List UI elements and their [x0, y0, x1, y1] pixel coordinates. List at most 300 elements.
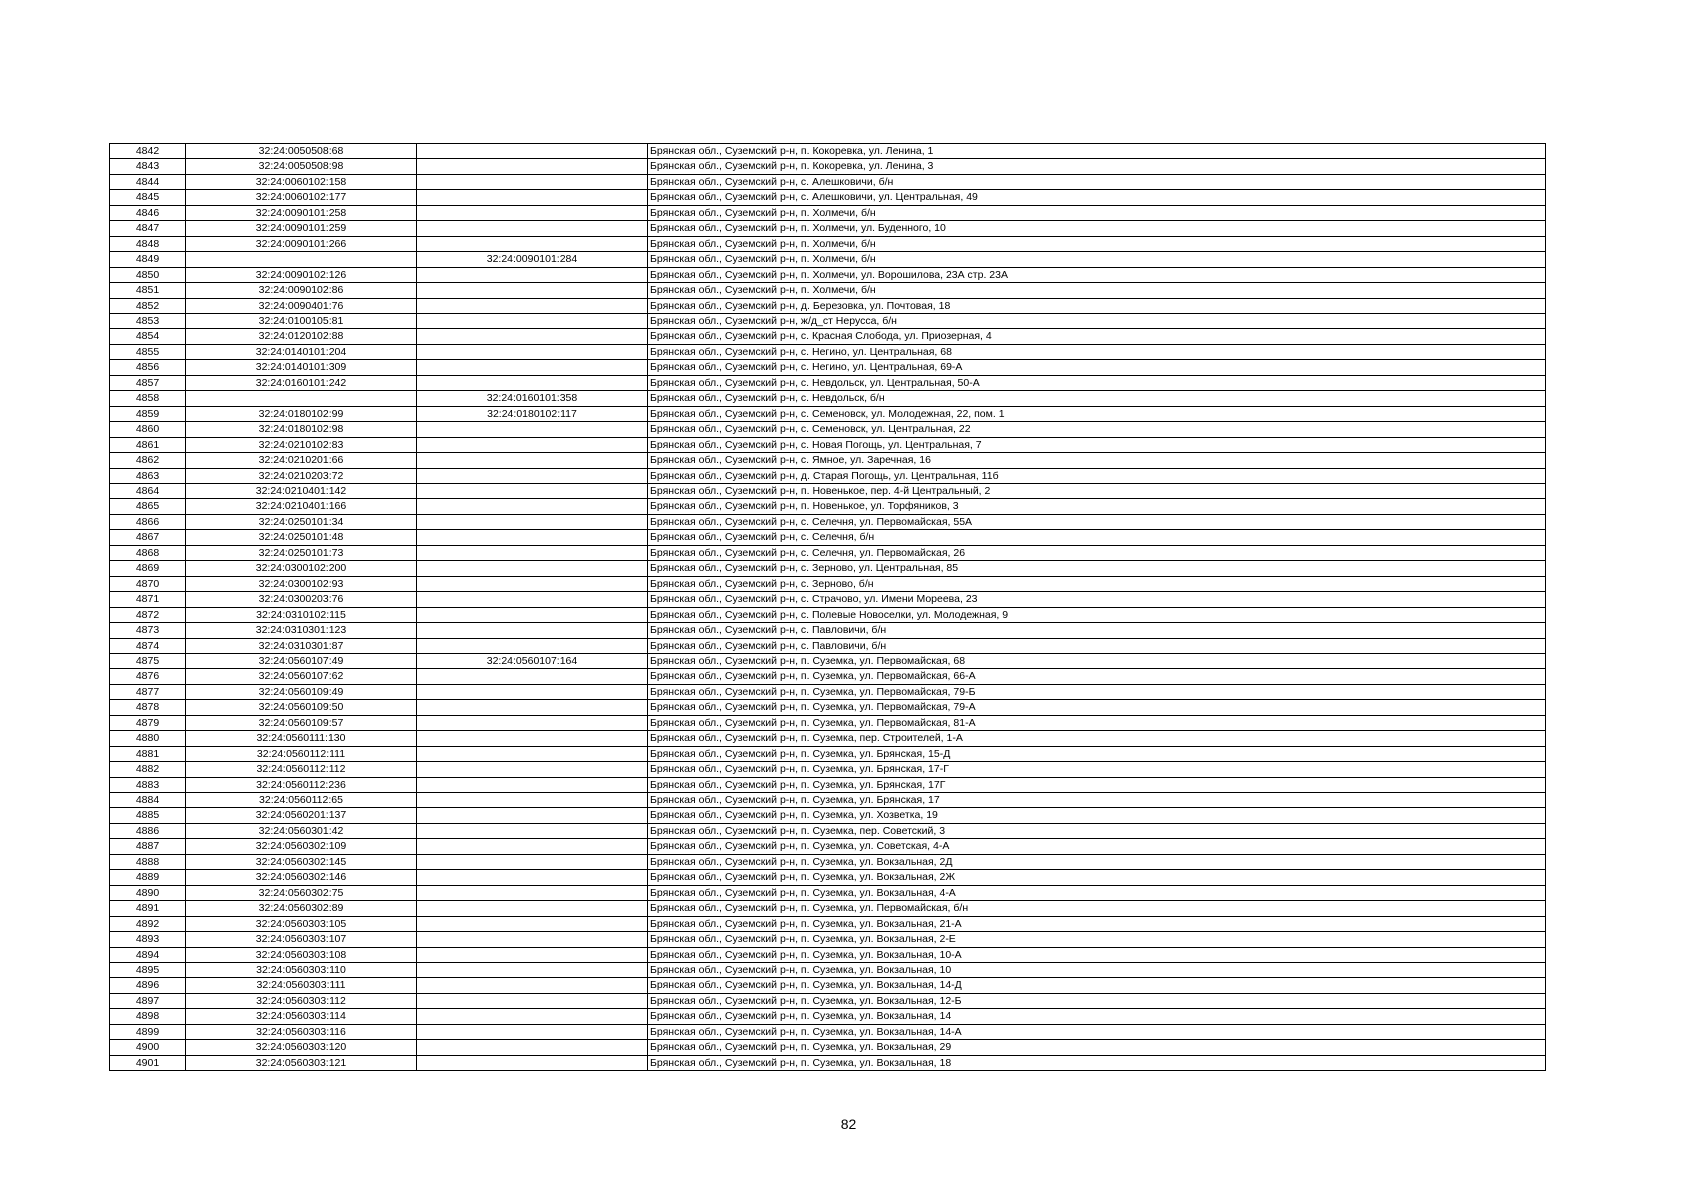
table-row [110, 793, 1546, 808]
row-number-cell: 4868 [110, 545, 186, 560]
secondary-cadastral-number-cell [417, 746, 648, 761]
address-cell: Брянская обл., Суземский р-н, п. Суземка, ул. Вокзальная, 29 [648, 1040, 1546, 1055]
table-row [110, 159, 1546, 174]
address-cell: Брянская обл., Суземский р-н, с. Невдольск, ул. Центральная, 50-А [648, 375, 1546, 390]
cadastral-number-cell: 32:24:0140101:204 [186, 344, 417, 359]
row-number-cell: 4869 [110, 561, 186, 576]
table-row [110, 545, 1546, 560]
cadastral-number-cell: 32:24:0560303:111 [186, 978, 417, 993]
secondary-cadastral-number-cell [417, 993, 648, 1008]
row-number-cell: 4882 [110, 762, 186, 777]
row-number-cell: 4857 [110, 375, 186, 390]
cadastral-number-cell: 32:24:0210203:72 [186, 468, 417, 483]
table-row [110, 823, 1546, 838]
address-cell: Брянская обл., Суземский р-н, п. Суземка, ул. Советская, 4-А [648, 839, 1546, 854]
secondary-cadastral-number-cell [417, 623, 648, 638]
cadastral-number-cell: 32:24:0180102:98 [186, 422, 417, 437]
secondary-cadastral-number-cell [417, 422, 648, 437]
table-row [110, 391, 1546, 406]
table-row [110, 854, 1546, 869]
table-row [110, 808, 1546, 823]
row-number-cell: 4859 [110, 406, 186, 421]
address-cell: Брянская обл., Суземский р-н, п. Холмечи, ул. Буденного, 10 [648, 221, 1546, 236]
row-number-cell: 4891 [110, 901, 186, 916]
table-row [110, 468, 1546, 483]
table-row [110, 437, 1546, 452]
table-row [110, 731, 1546, 746]
cadastral-number-cell: 32:24:0560109:57 [186, 715, 417, 730]
secondary-cadastral-number-cell [417, 731, 648, 746]
table-row [110, 746, 1546, 761]
row-number-cell: 4846 [110, 205, 186, 220]
cadastral-number-cell: 32:24:0560302:145 [186, 854, 417, 869]
cadastral-number-cell: 32:24:0310102:115 [186, 607, 417, 622]
row-number-cell: 4879 [110, 715, 186, 730]
cadastral-number-cell: 32:24:0560112:111 [186, 746, 417, 761]
table-row [110, 313, 1546, 328]
address-cell: Брянская обл., Суземский р-н, п. Суземка, ул. Первомайская, 79-А [648, 700, 1546, 715]
cadastral-number-cell: 32:24:0560302:75 [186, 885, 417, 900]
table-row [110, 623, 1546, 638]
cadastral-number-cell: 32:24:0310301:87 [186, 638, 417, 653]
table-row [110, 283, 1546, 298]
cadastral-number-cell: 32:24:0560303:107 [186, 932, 417, 947]
row-number-cell: 4853 [110, 313, 186, 328]
table-row [110, 762, 1546, 777]
row-number-cell: 4896 [110, 978, 186, 993]
secondary-cadastral-number-cell [417, 144, 648, 159]
table-row [110, 932, 1546, 947]
cadastral-number-cell: 32:24:0560302:146 [186, 870, 417, 885]
secondary-cadastral-number-cell [417, 1055, 648, 1070]
cadastral-number-cell: 32:24:0560112:236 [186, 777, 417, 792]
row-number-cell: 4873 [110, 623, 186, 638]
cadastral-number-cell: 32:24:0560303:112 [186, 993, 417, 1008]
row-number-cell: 4877 [110, 684, 186, 699]
address-cell: Брянская обл., Суземский р-н, п. Суземка, ул. Вокзальная, 10-А [648, 947, 1546, 962]
secondary-cadastral-number-cell [417, 700, 648, 715]
row-number-cell: 4871 [110, 592, 186, 607]
row-number-cell: 4847 [110, 221, 186, 236]
secondary-cadastral-number-cell [417, 190, 648, 205]
cadastral-number-cell: 32:24:0560303:105 [186, 916, 417, 931]
secondary-cadastral-number-cell: 32:24:0090101:284 [417, 252, 648, 267]
address-cell: Брянская обл., Суземский р-н, с. Семеновск, ул. Молодежная, 22, пом. 1 [648, 406, 1546, 421]
row-number-cell: 4843 [110, 159, 186, 174]
cadastral-number-cell: 32:24:0560302:109 [186, 839, 417, 854]
secondary-cadastral-number-cell [417, 205, 648, 220]
table-row [110, 963, 1546, 978]
address-cell: Брянская обл., Суземский р-н, с. Павловичи, б/н [648, 623, 1546, 638]
secondary-cadastral-number-cell [417, 453, 648, 468]
table-row [110, 252, 1546, 267]
secondary-cadastral-number-cell [417, 916, 648, 931]
address-cell: Брянская обл., Суземский р-н, п. Новенькое, пер. 4-й Центральный, 2 [648, 483, 1546, 498]
table-row [110, 715, 1546, 730]
row-number-cell: 4897 [110, 993, 186, 1008]
cadastral-number-cell: 32:24:0560107:49 [186, 653, 417, 668]
address-cell: Брянская обл., Суземский р-н, п. Холмечи, б/н [648, 205, 1546, 220]
secondary-cadastral-number-cell [417, 468, 648, 483]
row-number-cell: 4848 [110, 236, 186, 251]
row-number-cell: 4886 [110, 823, 186, 838]
row-number-cell: 4855 [110, 344, 186, 359]
table-row [110, 669, 1546, 684]
cadastral-number-cell: 32:24:0560302:89 [186, 901, 417, 916]
table-row [110, 205, 1546, 220]
address-cell: Брянская обл., Суземский р-н, с. Ямное, ул. Заречная, 16 [648, 453, 1546, 468]
secondary-cadastral-number-cell [417, 283, 648, 298]
secondary-cadastral-number-cell [417, 159, 648, 174]
cadastral-number-cell: 32:24:0090101:266 [186, 236, 417, 251]
address-cell: Брянская обл., Суземский р-н, п. Суземка, ул. Вокзальная, 18 [648, 1055, 1546, 1070]
cadastral-number-cell: 32:24:0560303:121 [186, 1055, 417, 1070]
address-cell: Брянская обл., Суземский р-н, с. Селечня, б/н [648, 530, 1546, 545]
cadastral-number-cell: 32:24:0560109:50 [186, 700, 417, 715]
row-number-cell: 4849 [110, 252, 186, 267]
secondary-cadastral-number-cell [417, 360, 648, 375]
table-row [110, 453, 1546, 468]
row-number-cell: 4870 [110, 576, 186, 591]
cadastral-number-cell [186, 252, 417, 267]
cadastral-number-cell: 32:24:0050508:68 [186, 144, 417, 159]
row-number-cell: 4854 [110, 329, 186, 344]
cadastral-number-cell: 32:24:0560303:120 [186, 1040, 417, 1055]
cadastral-number-cell: 32:24:0250101:34 [186, 514, 417, 529]
secondary-cadastral-number-cell [417, 607, 648, 622]
row-number-cell: 4860 [110, 422, 186, 437]
row-number-cell: 4878 [110, 700, 186, 715]
secondary-cadastral-number-cell [417, 1009, 648, 1024]
row-number-cell: 4852 [110, 298, 186, 313]
table-row [110, 514, 1546, 529]
table-row [110, 174, 1546, 189]
address-cell: Брянская обл., Суземский р-н, п. Суземка, ул. Вокзальная, 2-Е [648, 932, 1546, 947]
cadastral-number-cell: 32:24:0560303:116 [186, 1024, 417, 1039]
table-row [110, 576, 1546, 591]
secondary-cadastral-number-cell [417, 437, 648, 452]
address-cell: Брянская обл., Суземский р-н, п. Кокоревка, ул. Ленина, 1 [648, 144, 1546, 159]
secondary-cadastral-number-cell [417, 344, 648, 359]
secondary-cadastral-number-cell [417, 483, 648, 498]
secondary-cadastral-number-cell [417, 793, 648, 808]
cadastral-number-cell: 32:24:0180102:99 [186, 406, 417, 421]
cadastral-number-cell: 32:24:0120102:88 [186, 329, 417, 344]
secondary-cadastral-number-cell: 32:24:0560107:164 [417, 653, 648, 668]
secondary-cadastral-number-cell [417, 236, 648, 251]
row-number-cell: 4863 [110, 468, 186, 483]
table-row [110, 406, 1546, 421]
row-number-cell: 4898 [110, 1009, 186, 1024]
address-cell: Брянская обл., Суземский р-н, с. Негино, ул. Центральная, 68 [648, 344, 1546, 359]
secondary-cadastral-number-cell [417, 1024, 648, 1039]
secondary-cadastral-number-cell [417, 777, 648, 792]
address-cell: Брянская обл., Суземский р-н, п. Суземка, ул. Вокзальная, 12-Б [648, 993, 1546, 1008]
cadastral-number-cell: 32:24:0090101:258 [186, 205, 417, 220]
address-cell: Брянская обл., Суземский р-н, п. Холмечи, б/н [648, 236, 1546, 251]
address-cell: Брянская обл., Суземский р-н, с. Зерново, б/н [648, 576, 1546, 591]
cadastral-number-cell: 32:24:0250101:73 [186, 545, 417, 560]
cadastral-number-cell: 32:24:0050508:98 [186, 159, 417, 174]
secondary-cadastral-number-cell [417, 715, 648, 730]
secondary-cadastral-number-cell [417, 514, 648, 529]
address-cell: Брянская обл., Суземский р-н, п. Кокоревка, ул. Ленина, 3 [648, 159, 1546, 174]
secondary-cadastral-number-cell [417, 684, 648, 699]
row-number-cell: 4881 [110, 746, 186, 761]
address-cell: Брянская обл., Суземский р-н, с. Невдольск, б/н [648, 391, 1546, 406]
address-cell: Брянская обл., Суземский р-н, п. Холмечи, б/н [648, 252, 1546, 267]
cadastral-number-cell: 32:24:0160101:242 [186, 375, 417, 390]
table-row [110, 360, 1546, 375]
secondary-cadastral-number-cell: 32:24:0180102:117 [417, 406, 648, 421]
address-cell: Брянская обл., Суземский р-н, п. Суземка, пер. Строителей, 1-А [648, 731, 1546, 746]
cadastral-number-cell: 32:24:0250101:48 [186, 530, 417, 545]
address-cell: Брянская обл., Суземский р-н, п. Суземка, ул. Брянская, 17Г [648, 777, 1546, 792]
address-cell: Брянская обл., Суземский р-н, с. Семеновск, ул. Центральная, 22 [648, 422, 1546, 437]
cadastral-number-cell: 32:24:0310301:123 [186, 623, 417, 638]
row-number-cell: 4895 [110, 963, 186, 978]
row-number-cell: 4845 [110, 190, 186, 205]
cadastral-number-cell: 32:24:0210102:83 [186, 437, 417, 452]
address-cell: Брянская обл., Суземский р-н, п. Суземка, ул. Брянская, 17 [648, 793, 1546, 808]
address-cell: Брянская обл., Суземский р-н, п. Суземка, ул. Вокзальная, 14 [648, 1009, 1546, 1024]
address-cell: Брянская обл., Суземский р-н, с. Селечня, ул. Первомайская, 55А [648, 514, 1546, 529]
table-row [110, 329, 1546, 344]
address-cell: Брянская обл., Суземский р-н, п. Холмечи, б/н [648, 283, 1546, 298]
table-row [110, 221, 1546, 236]
row-number-cell: 4866 [110, 514, 186, 529]
cadastral-number-cell: 32:24:0140101:309 [186, 360, 417, 375]
table-row [110, 1055, 1546, 1070]
cadastral-number-cell: 32:24:0560201:137 [186, 808, 417, 823]
secondary-cadastral-number-cell [417, 839, 648, 854]
row-number-cell: 4884 [110, 793, 186, 808]
cadastral-number-cell [186, 391, 417, 406]
cadastral-number-cell: 32:24:0560109:49 [186, 684, 417, 699]
row-number-cell: 4844 [110, 174, 186, 189]
row-number-cell: 4900 [110, 1040, 186, 1055]
cadastral-number-cell: 32:24:0090101:259 [186, 221, 417, 236]
secondary-cadastral-number-cell [417, 854, 648, 869]
table-row [110, 1024, 1546, 1039]
secondary-cadastral-number-cell: 32:24:0160101:358 [417, 391, 648, 406]
row-number-cell: 4858 [110, 391, 186, 406]
table-row [110, 483, 1546, 498]
table-row [110, 499, 1546, 514]
row-number-cell: 4864 [110, 483, 186, 498]
secondary-cadastral-number-cell [417, 561, 648, 576]
cadastral-number-cell: 32:24:0560107:62 [186, 669, 417, 684]
cadastral-number-cell: 32:24:0090102:86 [186, 283, 417, 298]
table-row [110, 607, 1546, 622]
address-cell: Брянская обл., Суземский р-н, п. Холмечи, ул. Ворошилова, 23А стр. 23А [648, 267, 1546, 282]
cadastral-number-cell: 32:24:0060102:177 [186, 190, 417, 205]
row-number-cell: 4862 [110, 453, 186, 468]
secondary-cadastral-number-cell [417, 530, 648, 545]
secondary-cadastral-number-cell [417, 823, 648, 838]
table-row [110, 700, 1546, 715]
row-number-cell: 4893 [110, 932, 186, 947]
table-row [110, 947, 1546, 962]
table-row [110, 978, 1546, 993]
registry-table [109, 143, 1546, 1071]
address-cell: Брянская обл., Суземский р-н, п. Суземка, ул. Вокзальная, 14-А [648, 1024, 1546, 1039]
address-cell: Брянская обл., Суземский р-н, с. Павловичи, б/н [648, 638, 1546, 653]
secondary-cadastral-number-cell [417, 669, 648, 684]
address-cell: Брянская обл., Суземский р-н, с. Алешковичи, б/н [648, 174, 1546, 189]
row-number-cell: 4901 [110, 1055, 186, 1070]
secondary-cadastral-number-cell [417, 932, 648, 947]
table-row [110, 375, 1546, 390]
secondary-cadastral-number-cell [417, 947, 648, 962]
address-cell: Брянская обл., Суземский р-н, п. Суземка, ул. Вокзальная, 4-А [648, 885, 1546, 900]
secondary-cadastral-number-cell [417, 638, 648, 653]
address-cell: Брянская обл., Суземский р-н, п. Суземка, ул. Первомайская, 66-А [648, 669, 1546, 684]
row-number-cell: 4894 [110, 947, 186, 962]
secondary-cadastral-number-cell [417, 978, 648, 993]
address-cell: Брянская обл., Суземский р-н, п. Суземка, ул. Вокзальная, 21-А [648, 916, 1546, 931]
page-number: 82 [840, 1116, 857, 1132]
secondary-cadastral-number-cell [417, 174, 648, 189]
table-row [110, 344, 1546, 359]
secondary-cadastral-number-cell [417, 1040, 648, 1055]
cadastral-number-cell: 32:24:0100105:81 [186, 313, 417, 328]
row-number-cell: 4892 [110, 916, 186, 931]
secondary-cadastral-number-cell [417, 267, 648, 282]
secondary-cadastral-number-cell [417, 963, 648, 978]
row-number-cell: 4851 [110, 283, 186, 298]
cadastral-number-cell: 32:24:0210401:142 [186, 483, 417, 498]
secondary-cadastral-number-cell [417, 592, 648, 607]
row-number-cell: 4874 [110, 638, 186, 653]
address-cell: Брянская обл., Суземский р-н, п. Суземка, ул. Вокзальная, 2Ж [648, 870, 1546, 885]
table-row [110, 993, 1546, 1008]
address-cell: Брянская обл., Суземский р-н, п. Суземка, ул. Первомайская, 79-Б [648, 684, 1546, 699]
table-row [110, 1009, 1546, 1024]
row-number-cell: 4890 [110, 885, 186, 900]
secondary-cadastral-number-cell [417, 576, 648, 591]
table-row [110, 298, 1546, 313]
secondary-cadastral-number-cell [417, 870, 648, 885]
address-cell: Брянская обл., Суземский р-н, п. Суземка, пер. Советский, 3 [648, 823, 1546, 838]
table-row [110, 1040, 1546, 1055]
table-row [110, 190, 1546, 205]
cadastral-number-cell: 32:24:0560303:110 [186, 963, 417, 978]
address-cell: Брянская обл., Суземский р-н, с. Страчово, ул. Имени Мореева, 23 [648, 592, 1546, 607]
address-cell: Брянская обл., Суземский р-н, п. Суземка, ул. Вокзальная, 10 [648, 963, 1546, 978]
address-cell: Брянская обл., Суземский р-н, п. Суземка, ул. Вокзальная, 2Д [648, 854, 1546, 869]
address-cell: Брянская обл., Суземский р-н, д. Старая Погощь, ул. Центральная, 11б [648, 468, 1546, 483]
table-row [110, 839, 1546, 854]
row-number-cell: 4875 [110, 653, 186, 668]
row-number-cell: 4880 [110, 731, 186, 746]
table-row [110, 777, 1546, 792]
cadastral-number-cell: 32:24:0560112:65 [186, 793, 417, 808]
table-row [110, 885, 1546, 900]
table-row [110, 561, 1546, 576]
secondary-cadastral-number-cell [417, 885, 648, 900]
address-cell: Брянская обл., Суземский р-н, с. Полевые Новоселки, ул. Молодежная, 9 [648, 607, 1546, 622]
secondary-cadastral-number-cell [417, 499, 648, 514]
cadastral-number-cell: 32:24:0090102:126 [186, 267, 417, 282]
cadastral-number-cell: 32:24:0560303:108 [186, 947, 417, 962]
table-row [110, 870, 1546, 885]
address-cell: Брянская обл., Суземский р-н, с. Негино, ул. Центральная, 69-А [648, 360, 1546, 375]
table-row [110, 236, 1546, 251]
row-number-cell: 4842 [110, 144, 186, 159]
secondary-cadastral-number-cell [417, 221, 648, 236]
cadastral-number-cell: 32:24:0060102:158 [186, 174, 417, 189]
address-cell: Брянская обл., Суземский р-н, с. Зерново, ул. Центральная, 85 [648, 561, 1546, 576]
table-row [110, 916, 1546, 931]
address-cell: Брянская обл., Суземский р-н, с. Новая Погощь, ул. Центральная, 7 [648, 437, 1546, 452]
row-number-cell: 4850 [110, 267, 186, 282]
address-cell: Брянская обл., Суземский р-н, ж/д_ст Нерусса, б/н [648, 313, 1546, 328]
row-number-cell: 4883 [110, 777, 186, 792]
table-row [110, 901, 1546, 916]
secondary-cadastral-number-cell [417, 375, 648, 390]
address-cell: Брянская обл., Суземский р-н, п. Суземка, ул. Брянская, 15-Д [648, 746, 1546, 761]
address-cell: Брянская обл., Суземский р-н, п. Суземка, ул. Вокзальная, 14-Д [648, 978, 1546, 993]
table-row [110, 530, 1546, 545]
address-cell: Брянская обл., Суземский р-н, с. Красная Слобода, ул. Приозерная, 4 [648, 329, 1546, 344]
address-cell: Брянская обл., Суземский р-н, п. Суземка, ул. Брянская, 17-Г [648, 762, 1546, 777]
row-number-cell: 4887 [110, 839, 186, 854]
address-cell: Брянская обл., Суземский р-н, п. Суземка, ул. Первомайская, 81-А [648, 715, 1546, 730]
secondary-cadastral-number-cell [417, 298, 648, 313]
secondary-cadastral-number-cell [417, 901, 648, 916]
row-number-cell: 4861 [110, 437, 186, 452]
cadastral-number-cell: 32:24:0090401:76 [186, 298, 417, 313]
cadastral-number-cell: 32:24:0300102:200 [186, 561, 417, 576]
cadastral-number-cell: 32:24:0560112:112 [186, 762, 417, 777]
secondary-cadastral-number-cell [417, 808, 648, 823]
row-number-cell: 4899 [110, 1024, 186, 1039]
secondary-cadastral-number-cell [417, 329, 648, 344]
address-cell: Брянская обл., Суземский р-н, с. Алешковичи, ул. Центральная, 49 [648, 190, 1546, 205]
row-number-cell: 4856 [110, 360, 186, 375]
address-cell: Брянская обл., Суземский р-н, п. Суземка, ул. Первомайская, 68 [648, 653, 1546, 668]
row-number-cell: 4865 [110, 499, 186, 514]
row-number-cell: 4889 [110, 870, 186, 885]
cadastral-number-cell: 32:24:0300203:76 [186, 592, 417, 607]
secondary-cadastral-number-cell [417, 762, 648, 777]
address-cell: Брянская обл., Суземский р-н, д. Березовка, ул. Почтовая, 18 [648, 298, 1546, 313]
row-number-cell: 4876 [110, 669, 186, 684]
table-row [110, 422, 1546, 437]
table-row [110, 267, 1546, 282]
address-cell: Брянская обл., Суземский р-н, п. Суземка, ул. Первомайская, б/н [648, 901, 1546, 916]
cadastral-number-cell: 32:24:0560111:130 [186, 731, 417, 746]
address-cell: Брянская обл., Суземский р-н, с. Селечня, ул. Первомайская, 26 [648, 545, 1546, 560]
table-row [110, 638, 1546, 653]
cadastral-number-cell: 32:24:0210201:66 [186, 453, 417, 468]
table-row [110, 653, 1546, 668]
cadastral-number-cell: 32:24:0560301:42 [186, 823, 417, 838]
table-row [110, 684, 1546, 699]
cadastral-number-cell: 32:24:0560303:114 [186, 1009, 417, 1024]
address-cell: Брянская обл., Суземский р-н, п. Новенькое, ул. Торфяников, 3 [648, 499, 1546, 514]
row-number-cell: 4872 [110, 607, 186, 622]
secondary-cadastral-number-cell [417, 313, 648, 328]
address-cell: Брянская обл., Суземский р-н, п. Суземка, ул. Хозветка, 19 [648, 808, 1546, 823]
row-number-cell: 4867 [110, 530, 186, 545]
cadastral-number-cell: 32:24:0300102:93 [186, 576, 417, 591]
registry-table-body [110, 144, 1546, 1071]
table-row [110, 592, 1546, 607]
secondary-cadastral-number-cell [417, 545, 648, 560]
cadastral-number-cell: 32:24:0210401:166 [186, 499, 417, 514]
